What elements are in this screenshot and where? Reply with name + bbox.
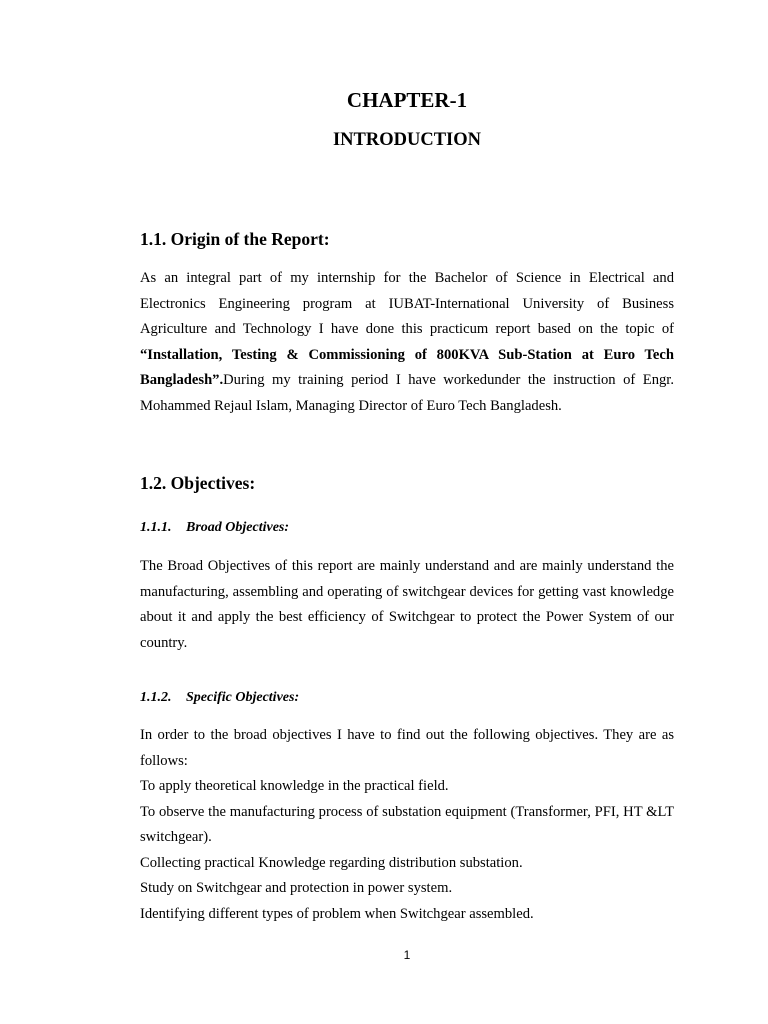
specific-objectives-list (140, 774, 674, 927)
objective-item: Collecting practical Knowledge regarding distribution substation. (140, 854, 523, 871)
specific-objectives-heading (140, 690, 299, 706)
specific-objectives-intro: In order to the broad objectives I have to find out the following objectives. They are as follows: (140, 727, 674, 769)
objective-item: Identifying different types of problem when Switchgear assembled. (140, 905, 534, 922)
chapter-title: CHAPTER-1 (346, 88, 468, 112)
objective-item: To apply theoretical knowledge in the practical field. (140, 778, 449, 794)
specific-objectives-number: 1.1.2. (140, 690, 172, 705)
broad-objectives-title: Broad Objectives: (186, 520, 290, 535)
origin-paragraph (140, 266, 674, 419)
origin-paragraph-end: During my training period I have workedunder the instruction of Engr. Mohammed Rejaul Islam, Managing Director of Euro Tech Bangladesh. (140, 372, 674, 414)
section-heading-objectives: 1.2. Objectives: (140, 473, 256, 493)
chapter-subtitle: INTRODUCTION (332, 130, 482, 150)
origin-paragraph-topic: “Installation, Testing & Commissioning of 800KVA Sub-Station at Euro Tech Bangladesh”. (140, 346, 674, 388)
broad-objectives-number: 1.1.1. (140, 520, 172, 535)
broad-objectives-heading (140, 520, 289, 536)
specific-objectives-title: Specific Objectives: (186, 690, 300, 705)
section-heading-origin: 1.1. Origin of the Report: (140, 229, 330, 249)
broad-objectives-paragraph: The Broad Objectives of this report are mainly understand and are mainly understand the manufacturing, assembling and operating of switchgear devices for getting vast knowledge about it and apply the best efficiency of Switchgear to protect the Power System of our country. (140, 558, 674, 651)
origin-paragraph-intro: As an integral part of my internship for the Bachelor of Science in Electrical and Electronics Engineering program at IUBAT-International University of Business Agriculture and Technology I have done this practicum report based on the topic of (140, 270, 674, 337)
page-number: 1 (403, 948, 411, 962)
objective-item: Study on Switchgear and protection in power system. (140, 880, 453, 896)
objective-item: To observe the manufacturing process of substation equipment (Transformer, PFI, HT &LT switchgear). (140, 803, 674, 845)
